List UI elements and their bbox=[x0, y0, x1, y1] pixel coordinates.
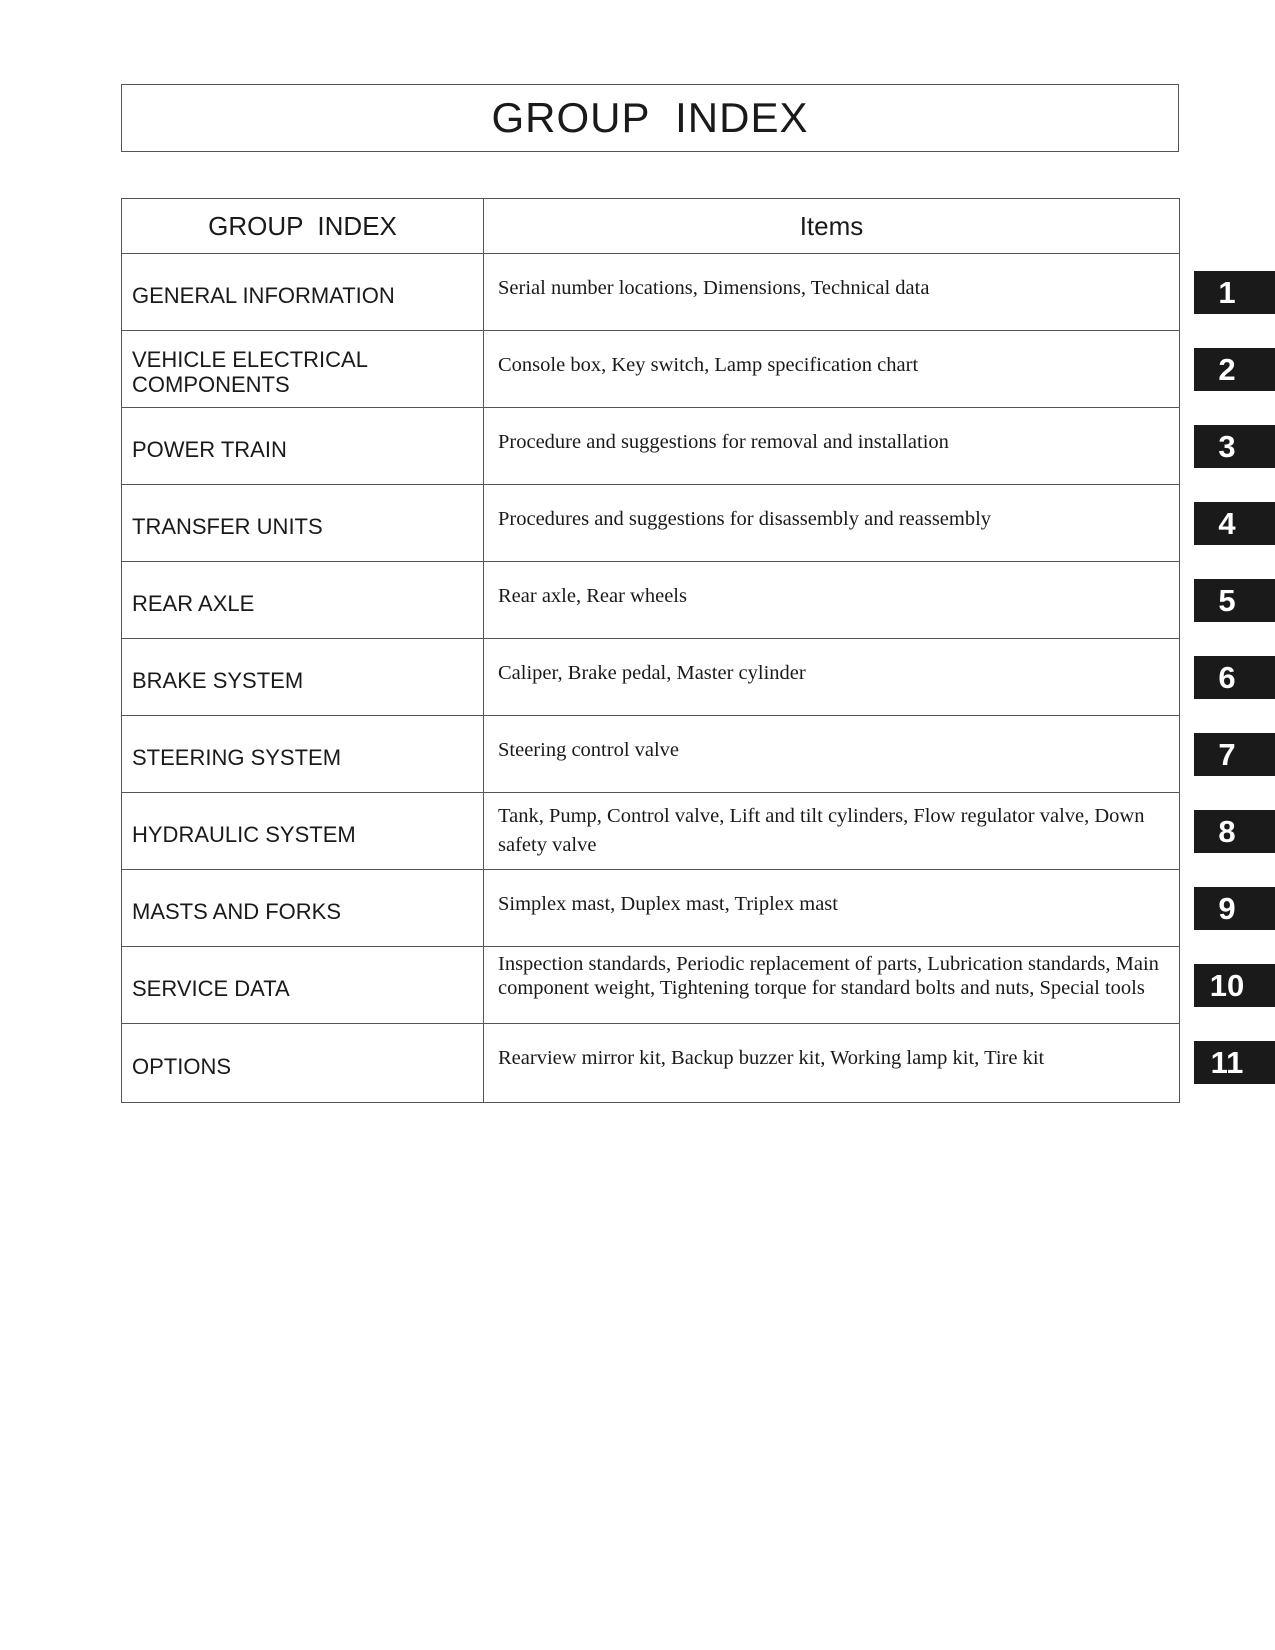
group-items: Tank, Pump, Control valve, Lift and tilt cylinders, Flow regulator valve, Down safety valve bbox=[484, 793, 1180, 870]
tab-label: 4 bbox=[1218, 505, 1236, 541]
group-name: SERVICE DATA bbox=[122, 947, 484, 1024]
group-items: Simplex mast, Duplex mast, Triplex mast bbox=[484, 870, 1180, 947]
table-row bbox=[122, 793, 1180, 870]
group-items: Steering control valve bbox=[484, 716, 1180, 793]
group-items: Rearview mirror kit, Backup buzzer kit, Working lamp kit, Tire kit bbox=[484, 1024, 1180, 1103]
tab-group-8[interactable] bbox=[1194, 810, 1275, 853]
tab-label: 9 bbox=[1218, 890, 1236, 926]
header-items: Items bbox=[484, 199, 1180, 254]
table-row bbox=[122, 716, 1180, 793]
tab-label: 7 bbox=[1218, 736, 1236, 772]
header-group-index: GROUP INDEX bbox=[122, 199, 484, 254]
table-row bbox=[122, 254, 1180, 331]
table-row bbox=[122, 947, 1180, 1024]
group-name: BRAKE SYSTEM bbox=[122, 639, 484, 716]
group-name: POWER TRAIN bbox=[122, 408, 484, 485]
tab-label: 1 bbox=[1218, 274, 1236, 310]
tab-group-7[interactable] bbox=[1194, 733, 1275, 776]
tab-group-1[interactable] bbox=[1194, 271, 1275, 314]
table-header-row bbox=[122, 199, 1180, 254]
tab-label: 5 bbox=[1218, 582, 1236, 618]
tab-group-2[interactable] bbox=[1194, 348, 1275, 391]
group-items: Procedures and suggestions for disassembly and reassembly bbox=[484, 485, 1180, 562]
table-row bbox=[122, 485, 1180, 562]
table-row bbox=[122, 331, 1180, 408]
group-name: STEERING SYSTEM bbox=[122, 716, 484, 793]
group-items: Inspection standards, Periodic replacement of parts, Lubrication standards, Main component weight, Tightening torque for standard bolts and nuts, Special tools bbox=[484, 947, 1180, 1024]
group-name: OPTIONS bbox=[122, 1024, 484, 1103]
group-name: REAR AXLE bbox=[122, 562, 484, 639]
table-row bbox=[122, 562, 1180, 639]
table-row bbox=[122, 870, 1180, 947]
tab-label: 6 bbox=[1218, 659, 1236, 695]
tab-label: 2 bbox=[1218, 351, 1236, 387]
tab-group-11[interactable] bbox=[1194, 1041, 1275, 1084]
group-name: MASTS AND FORKS bbox=[122, 870, 484, 947]
group-index-table bbox=[121, 198, 1180, 1103]
tab-group-6[interactable] bbox=[1194, 656, 1275, 699]
group-name: TRANSFER UNITS bbox=[122, 485, 484, 562]
table-row bbox=[122, 639, 1180, 716]
page-title-box bbox=[121, 84, 1179, 152]
tab-group-4[interactable] bbox=[1194, 502, 1275, 545]
tab-label: 11 bbox=[1210, 1044, 1244, 1080]
table-row bbox=[122, 1024, 1180, 1103]
tab-group-9[interactable] bbox=[1194, 887, 1275, 930]
tab-label: 8 bbox=[1218, 813, 1236, 849]
tab-group-3[interactable] bbox=[1194, 425, 1275, 468]
group-items: Rear axle, Rear wheels bbox=[484, 562, 1180, 639]
group-items: Procedure and suggestions for removal and installation bbox=[484, 408, 1180, 485]
group-items: Console box, Key switch, Lamp specification chart bbox=[484, 331, 1180, 408]
tab-group-10[interactable] bbox=[1194, 964, 1275, 1007]
table-row bbox=[122, 408, 1180, 485]
group-name: HYDRAULIC SYSTEM bbox=[122, 793, 484, 870]
tab-group-5[interactable] bbox=[1194, 579, 1275, 622]
tab-label: 3 bbox=[1218, 428, 1236, 464]
group-items: Caliper, Brake pedal, Master cylinder bbox=[484, 639, 1180, 716]
group-name: GENERAL INFORMATION bbox=[122, 254, 484, 331]
group-items: Serial number locations, Dimensions, Technical data bbox=[484, 254, 1180, 331]
page-title: GROUP INDEX bbox=[491, 94, 809, 141]
group-name: VEHICLE ELECTRICAL COMPONENTS bbox=[122, 331, 484, 408]
tab-label: 10 bbox=[1209, 967, 1245, 1003]
